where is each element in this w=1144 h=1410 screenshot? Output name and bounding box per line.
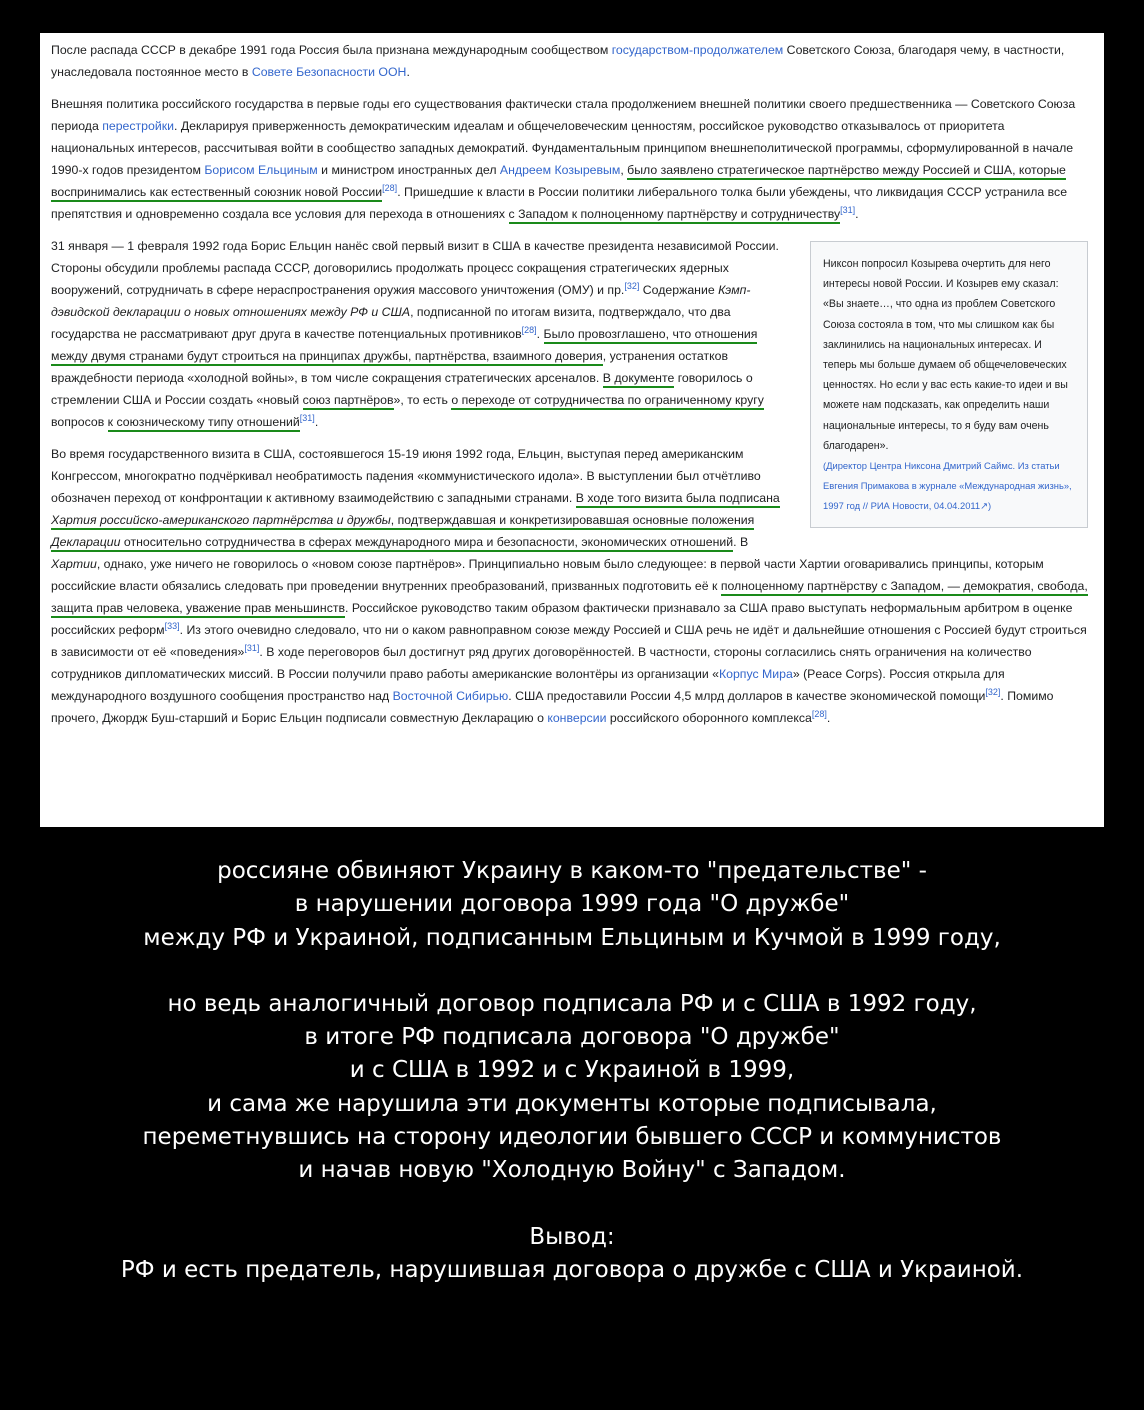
caption-line: и начав новую "Холодную Войну" с Западом. <box>298 1157 846 1184</box>
italic-text: Декларации <box>51 535 121 549</box>
underlined-text: В документе <box>603 371 675 388</box>
text: » (Peace Corps). Россия открыла для международного воздушного сообщения пространство над <box>51 667 1005 703</box>
paragraph-2 <box>51 93 1090 225</box>
link-successor-state[interactable]: государством-продолжателем <box>611 43 784 57</box>
text: . США предоставили России 4,5 млрд долларов в качестве экономической помощи <box>508 689 986 703</box>
text: После распада СССР в декабре 1991 года Россия была признана международным сообществом <box>51 43 612 57</box>
paragraph-1 <box>51 39 1090 83</box>
text: , подписанной по итогам визита, подтверждало, что два государства не рассматривают друг друга в качестве потенциальных противников <box>51 305 731 341</box>
text: Содержание <box>639 283 719 297</box>
text: . <box>314 415 319 429</box>
reference-link[interactable]: [28] <box>382 182 398 193</box>
underlined-text: с Западом к полноценному партнёрству и сотрудничеству <box>509 207 841 224</box>
reference-link[interactable]: [31] <box>299 412 315 423</box>
text: . <box>855 207 859 221</box>
text: вопросов <box>51 415 108 429</box>
text: . Из этого очевидно следовало, что ни о каком равноправном союзе между Россией и США речь не идёт и дальнейшие отношения с Россией будут строиться в зависимости от её «поведения» <box>51 623 1087 659</box>
text: . В ходе переговоров был достигнут ряд других договорённостей. В частности, стороны согласились снять ограничения на количество сотрудников дипломатических миссий. В России получили право работы американские волонтёры из организации « <box>51 645 1032 681</box>
text: , подтверждавшая и конкретизировавшая основные положения <box>390 513 755 527</box>
caption-line: и сама же нарушила эти документы которые подписывала, <box>207 1090 937 1117</box>
underlined-text: о переходе от сотрудничества по ограниченному кругу <box>451 393 764 410</box>
caption-line: между РФ и Украиной, подписанным Ельциным и Кучмой в 1999 году, <box>143 924 1001 951</box>
caption-line: россияне обвиняют Украину в каком-то "предательстве" - <box>217 858 927 884</box>
caption-line: переметнувшись на сторону идеологии бывшего СССР и коммунистов <box>142 1124 1002 1151</box>
text: . <box>536 327 544 341</box>
link-conversion[interactable]: конверсии <box>547 711 607 725</box>
reference-link[interactable]: [28] <box>811 708 827 719</box>
link-perestroika[interactable]: перестройки <box>102 119 174 133</box>
caption-text <box>0 855 1144 1287</box>
text: . В <box>733 535 749 549</box>
external-link-icon: ↗ <box>980 500 989 512</box>
underlined-text: полноценному партнёрству с Западом, — демократия, свобода, защита прав человека, уважение прав меньшинств <box>51 579 1088 618</box>
quote-box <box>810 241 1088 528</box>
text: , <box>620 163 628 177</box>
italic-text: Хартия российско-американского партнёрства и дружбы <box>51 513 391 527</box>
caption-spacer <box>0 1188 1144 1221</box>
text: . <box>406 65 410 79</box>
text: 31 января — 1 февраля 1992 года Борис Ельцин нанёс свой первый визит в США в качестве президента независимой России. Стороны обсудили проблемы распада СССР, договорились продолжать процесс сокращения стратегических ядерных вооружений, сотрудничать в сфере нераспространения оружия массового уничтожения (ОМУ) и пр. <box>51 239 779 297</box>
text: , однако, уже ничего не говорилось о «новом союзе партнёров». Принципиально новым было следующее: в первой части Хартии оговаривались принципы, которым российские власти обязались следовать при проведении внутренних преобразований, призванных подготовить её к <box>51 557 1044 593</box>
text: относительно сотрудничества в сферах международного мира и безопасности, экономических отношений <box>120 535 734 549</box>
link-un-security-council[interactable]: Совете Безопасности ООН <box>251 65 407 79</box>
text: В ходе того визита была подписана <box>575 491 780 505</box>
italic-text: Кэмп-дэвидской декларации о новых отношениях между РФ и США <box>51 283 751 319</box>
text: . Помимо прочего, Джордж Буш-старший и Борис Ельцин подписали совместную Декларацию о <box>51 689 1054 725</box>
link-yeltsin[interactable]: Борисом Ельциным <box>204 163 318 177</box>
text: . Декларируя приверженность демократическим идеалам и общечеловеческим ценностям, российское руководство отказывалось от приоритета национальных интересов, рассчитывая войти в сообщество западных демократий. Фундаментальным принципом внешнеполитической программы, сформулированной в начале 1990-х годов президентом <box>51 119 1074 177</box>
quote-source-link[interactable]: (Директор Центра Никсона Дмитрий Саймс. Из статьи Евгения Примакова в журнале «Международная жизнь», 1997 год // РИА Новости, 04.04.2011 <box>823 460 1072 512</box>
text: Советского Союза, благодаря чему, в частности, унаследовала постоянное место в <box>51 43 1065 79</box>
text: Во время государственного визита в США, состоявшегося 15-19 июня 1992 года, Ельцин, выступая перед американским Конгрессом, многократно подчёркивал необратимость падения «коммунистического идола». В выступлении был отчётливо обозначен переход от конфронтации к активному взаимодействию с западными странами. <box>51 447 761 505</box>
reference-link[interactable]: [28] <box>521 324 537 335</box>
underlined-text: к союзническому типу отношений <box>108 415 300 432</box>
underlined-text: Было провозглашено, что отношения между двумя странами будут строиться на принципах дружбы, партнёрства, взаимного доверия <box>51 327 757 366</box>
reference-link[interactable]: [31] <box>840 204 856 215</box>
underlined-text: союз партнёров <box>303 393 394 410</box>
reference-link[interactable]: [31] <box>244 642 260 653</box>
article-panel <box>40 33 1104 827</box>
text: говорилось о стремлении США и России создать «новый <box>51 371 753 407</box>
text: ) <box>988 500 992 512</box>
underlined-text: было заявлено стратегическое партнёрство между Россией и США, которые воспринимались как естественный союзник новой России <box>51 163 1066 202</box>
text: , устранения остатков враждебности периода «холодной войны», в том числе сокращения стратегических арсеналов. <box>51 349 728 385</box>
reference-link[interactable]: [32] <box>985 686 1001 697</box>
caption-conclusion: РФ и есть предатель, нарушившая договора о дружбе с США и Украиной. <box>120 1256 1024 1283</box>
quote-text: Никсон попросил Козырева очертить для него интересы новой России. И Козырев ему сказал: «Вы знаете…, что одна из проблем Советского Союза состояла в том, что мы слишком как бы заклинились на национальных интересах. И теперь мы больше думаем об общечеловеческих ценностях. Но если у вас есть какие-то идеи и вы можете нам подсказать, как определить наши национальные интересы, то я буду вам очень благодарен». <box>823 258 1068 452</box>
link-kozyrev[interactable]: Андреем Козыревым <box>499 163 621 177</box>
link-east-siberia[interactable]: Восточной Сибирью <box>392 689 509 703</box>
reference-link[interactable]: [33] <box>164 620 180 631</box>
text: российского оборонного комплекса <box>606 711 812 725</box>
caption-conclusion-label: Вывод: <box>529 1223 615 1250</box>
caption-line: в нарушении договора 1999 года "О дружбе" <box>294 891 850 918</box>
caption-spacer <box>0 955 1144 988</box>
reference-link[interactable]: [32] <box>624 280 640 291</box>
text: . Российское руководство таким образом фактически признавало за США право выступать неформальным арбитром в оценке российских реформ <box>51 601 1073 637</box>
text: . Пришедшие к власти в России политики либерального толка были убеждены, что ликвидация СССР устранила все препятствия и одновременно создала все условия для перехода в отношениях <box>51 185 1068 221</box>
text: Внешняя политика российского государства в первые годы его существования фактически стала продолжением внешней политики своего предшественника — Советского Союза периода <box>51 97 1076 133</box>
text: », то есть <box>393 393 452 407</box>
caption-line: в итоге РФ подписала договора "О дружбе" <box>304 1024 840 1051</box>
caption-line: и с США в 1992 и с Украиной в 1999, <box>349 1057 795 1084</box>
text: . <box>826 711 831 725</box>
italic-text: Хартии <box>51 557 97 571</box>
quote-source <box>823 456 1077 517</box>
link-peace-corps[interactable]: Корпус Мира <box>718 667 793 681</box>
text: и министром иностранных дел <box>317 163 500 177</box>
caption-line: но ведь аналогичный договор подписала РФ и с США в 1992 году, <box>167 990 977 1017</box>
